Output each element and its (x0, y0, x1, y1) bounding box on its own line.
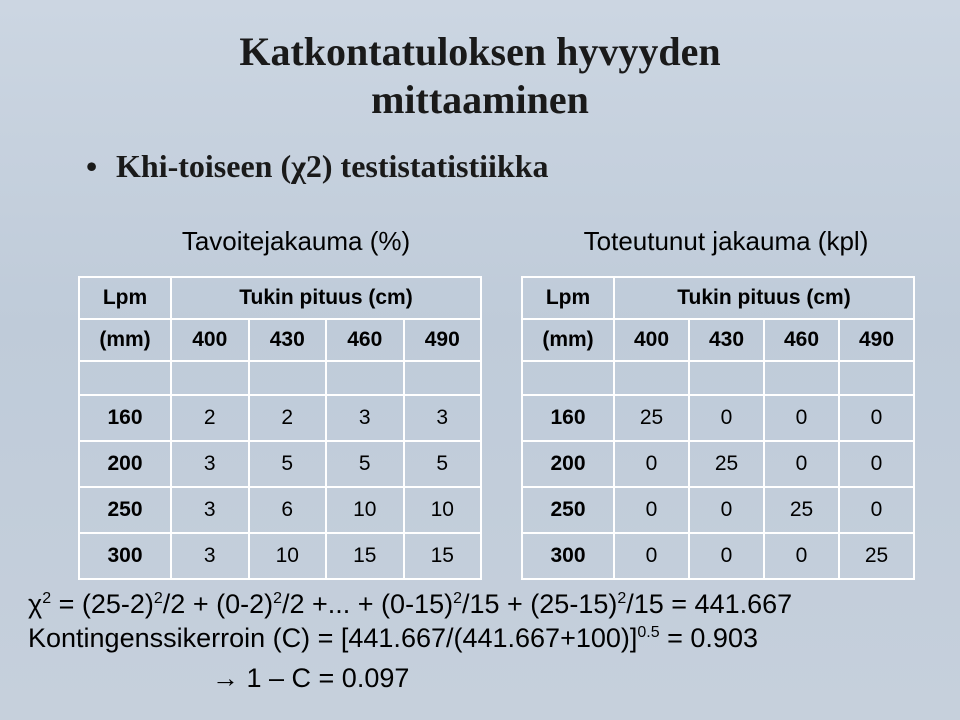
row-header-top: Lpm (522, 277, 614, 319)
row-label: 250 (79, 487, 171, 533)
row-header-bottom: (mm) (79, 319, 171, 361)
table-cell: 5 (404, 441, 482, 487)
row-header-bottom: (mm) (522, 319, 614, 361)
result-formula (212, 662, 409, 694)
table-cell: 3 (171, 533, 249, 579)
table-row (522, 487, 914, 533)
table-cell: 6 (249, 487, 327, 533)
formula-text: 1 – C = 0.097 (239, 663, 410, 693)
formula-text: = (25-2) (51, 589, 154, 619)
table-cell: 15 (404, 533, 482, 579)
formula-exponent: 2 (42, 590, 52, 607)
bullet-item (86, 146, 549, 186)
table-row (522, 395, 914, 441)
row-label: 160 (522, 395, 614, 441)
table-cell: 5 (249, 441, 327, 487)
table-cell: 0 (614, 533, 689, 579)
chi-square-formula (28, 588, 792, 620)
column-group-header: Tukin pituus (cm) (614, 277, 914, 319)
formula-exponent: 2 (453, 590, 462, 607)
column-group-header: Tukin pituus (cm) (171, 277, 481, 319)
formula-text: /15 + (25-15) (462, 589, 618, 619)
actual-table-caption: Toteutunut jakauma (kpl) (583, 226, 869, 256)
table-cell: 0 (689, 533, 764, 579)
row-label: 200 (79, 441, 171, 487)
contingency-formula (28, 622, 758, 654)
table-cell: 0 (614, 441, 689, 487)
table-cell: 0 (839, 487, 914, 533)
table-cell: 10 (404, 487, 482, 533)
table-row (79, 533, 481, 579)
table-row (79, 487, 481, 533)
table-cell: 0 (839, 395, 914, 441)
target-distribution-table (78, 276, 482, 580)
target-table-caption: Tavoitejakauma (%) (181, 226, 411, 256)
arrow-right-icon: → (212, 663, 239, 693)
row-label: 250 (522, 487, 614, 533)
row-label: 300 (522, 533, 614, 579)
column-header: 490 (839, 319, 914, 361)
row-header-top: Lpm (79, 277, 171, 319)
table-cell: 0 (764, 441, 839, 487)
column-header: 430 (249, 319, 327, 361)
table-cell: 5 (326, 441, 404, 487)
row-label: 200 (522, 441, 614, 487)
table-cell: 10 (249, 533, 327, 579)
table-cell: 2 (249, 395, 327, 441)
column-header: 460 (764, 319, 839, 361)
formula-text: Kontingenssikerroin (C) = [441.667/(441.667+100)] (28, 623, 638, 653)
table-cell: 0 (614, 487, 689, 533)
table-cell: 3 (171, 487, 249, 533)
formula-exponent: 2 (153, 590, 163, 607)
table-cell: 0 (689, 487, 764, 533)
slide-title (0, 28, 960, 124)
table-cell: 3 (171, 441, 249, 487)
spacer-row (79, 361, 481, 395)
formula-text: /2 +... + (0-15) (282, 589, 454, 619)
table-cell: 10 (326, 487, 404, 533)
table-row (79, 441, 481, 487)
table-cell: 3 (404, 395, 482, 441)
formula-exponent: 0.5 (637, 624, 660, 641)
table-cell: 0 (764, 395, 839, 441)
spacer-row (522, 361, 914, 395)
column-header: 430 (689, 319, 764, 361)
table-cell: 25 (839, 533, 914, 579)
table-cell: 0 (689, 395, 764, 441)
formula-text: /2 + (0-2) (162, 589, 274, 619)
formula-exponent: 2 (617, 590, 627, 607)
bullet-dot-icon: • (86, 148, 98, 184)
formula-exponent: 2 (273, 590, 282, 607)
bullet-text: Khi-toiseen (χ2) testistatistiikka (116, 148, 549, 184)
formula-text: = 0.903 (659, 623, 758, 653)
table-row (79, 395, 481, 441)
table-row (522, 533, 914, 579)
column-header: 460 (326, 319, 404, 361)
table-row (522, 441, 914, 487)
actual-distribution-table (521, 276, 915, 580)
slide-title-line2: mittaaminen (371, 77, 589, 122)
column-header: 400 (171, 319, 249, 361)
slide-title-line1: Katkontatuloksen hyvyyden (239, 29, 721, 74)
table-cell: 2 (171, 395, 249, 441)
row-label: 160 (79, 395, 171, 441)
table-cell: 15 (326, 533, 404, 579)
table-cell: 3 (326, 395, 404, 441)
column-header: 490 (404, 319, 482, 361)
table-cell: 25 (614, 395, 689, 441)
table-cell: 0 (764, 533, 839, 579)
column-header: 400 (614, 319, 689, 361)
formula-text: /15 = 441.667 (626, 589, 793, 619)
formula-text: χ (28, 589, 43, 619)
table-cell: 25 (764, 487, 839, 533)
table-cell: 0 (839, 441, 914, 487)
table-cell: 25 (689, 441, 764, 487)
row-label: 300 (79, 533, 171, 579)
